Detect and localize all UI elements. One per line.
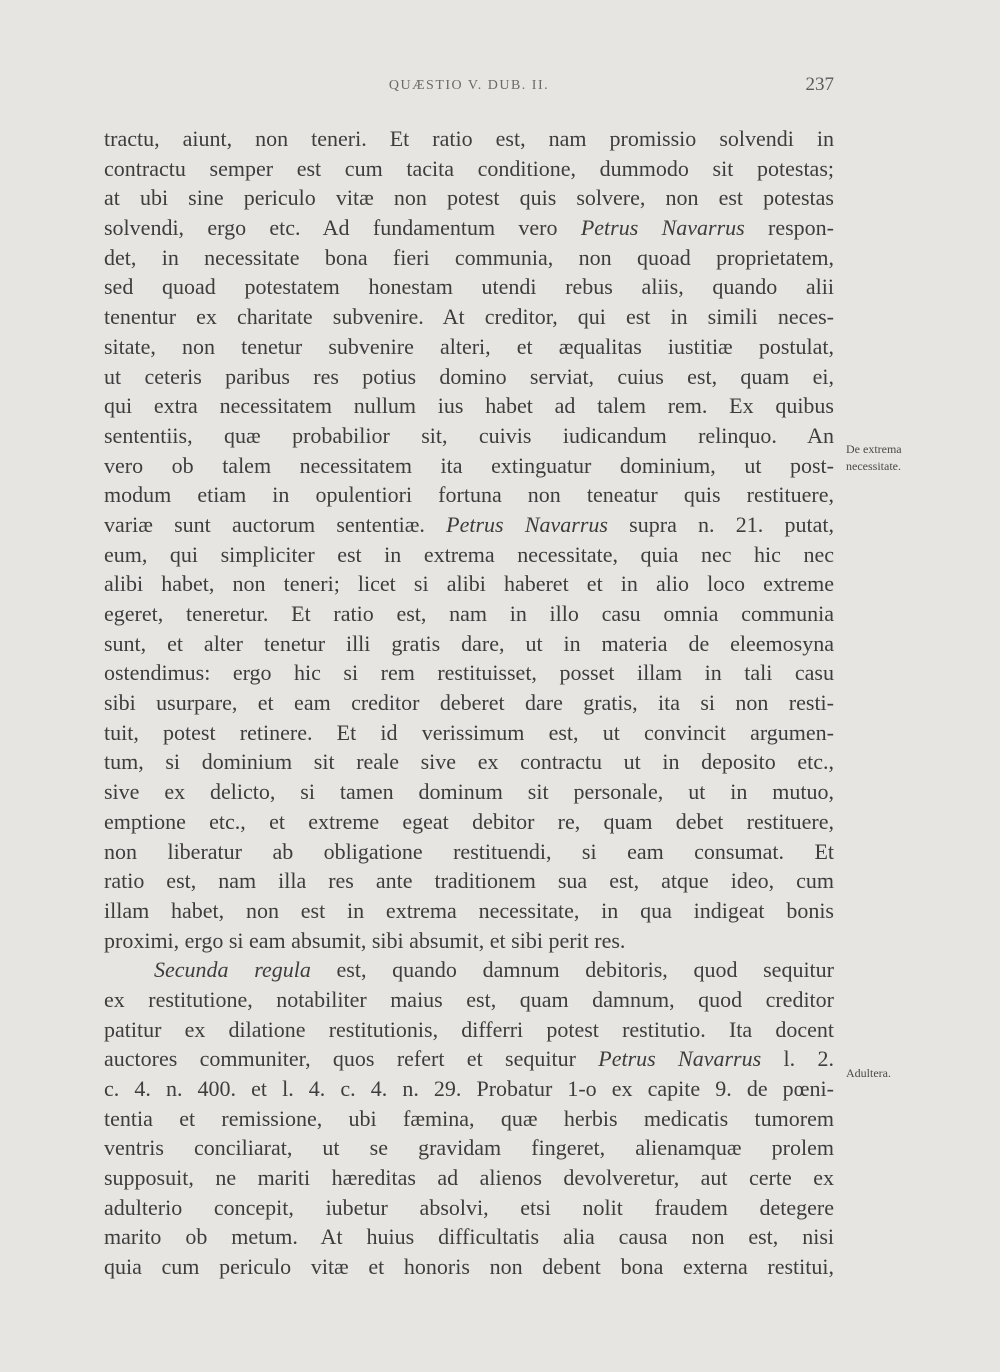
text-line — [104, 837, 834, 867]
text-line — [104, 332, 834, 362]
text-line — [104, 1074, 834, 1104]
text-line — [104, 1163, 834, 1193]
line-text: proximi, ergo si eam absumit, sibi absumit, et sibi perit res. — [104, 927, 626, 953]
margin-note-line: De extrema — [846, 442, 902, 456]
text-line — [104, 183, 834, 213]
line-text: alibi habet, non teneri; licet si alibi haberet et in alio loco extreme — [104, 571, 834, 597]
text-line — [104, 1193, 834, 1223]
text-line — [104, 629, 834, 659]
line-text: vero ob talem necessitatem ita extinguatur dominium, ut post- — [104, 452, 834, 478]
text-line — [104, 1252, 834, 1282]
line-text: ut ceteris paribus res potius domino serviat, cuius est, quam ei, — [104, 363, 834, 389]
text-line — [104, 272, 834, 302]
text-line — [104, 688, 834, 718]
text-line — [104, 154, 834, 184]
line-text: auctores communiter, quos refert et sequitur — [104, 1046, 599, 1072]
line-text: supposuit, ne mariti hæreditas ad alienos devolveretur, aut certe ex — [104, 1165, 834, 1191]
line-text: sive ex delicto, si tamen dominum sit personale, ut in mutuo, — [104, 779, 834, 805]
text-line — [104, 599, 834, 629]
line-text: l. 2. — [761, 1046, 835, 1072]
text-line — [104, 1133, 834, 1163]
body-text — [104, 124, 834, 1282]
text-line — [104, 302, 834, 332]
text-line — [104, 391, 834, 421]
line-text: ventris conciliarat, ut se gravidam fingeret, alienamquæ prolem — [104, 1135, 834, 1161]
line-text: non liberatur ab obligatione restituendi, si eam consumat. Et — [104, 838, 834, 864]
text-line — [104, 658, 834, 688]
text-line — [104, 1015, 834, 1045]
line-text: quia cum periculo vitæ et honoris non debent bona externa restitui, — [104, 1254, 834, 1280]
line-text: supra n. 21. putat, — [607, 511, 835, 537]
line-text: solvendi, ergo etc. Ad fundamentum vero — [104, 215, 581, 241]
margin-note-line: necessitate. — [846, 459, 901, 473]
line-text: contractu semper est cum tacita conditione, dummodo sit potestas; — [104, 155, 834, 181]
italic-name: Petrus Navarrus — [580, 215, 745, 241]
text-line — [104, 1044, 834, 1074]
italic-name: Petrus Navarrus — [598, 1046, 762, 1072]
line-text: det, in necessitate bona fieri communia, non quoad proprietatem, — [104, 244, 834, 270]
text-line — [104, 1222, 834, 1252]
margin-note-adultera — [846, 1065, 956, 1082]
text-line — [104, 747, 834, 777]
line-text: at ubi sine periculo vitæ non potest quis solvere, non est potestas — [104, 185, 834, 211]
text-line — [104, 124, 834, 154]
margin-note-line: Adultera. — [846, 1066, 891, 1080]
margin-note-de-extrema — [846, 441, 956, 475]
text-line — [104, 985, 834, 1015]
text-line — [104, 510, 834, 540]
line-text: eum, qui simpliciter est in extrema necessitate, quia nec hic nec — [104, 541, 834, 567]
text-line — [104, 926, 834, 956]
line-text: sibi usurpare, et eam creditor deberet dare gratis, ita si non resti- — [104, 690, 834, 716]
line-text: sententiis, quæ probabilior sit, cuivis iudicandum relinquo. An — [104, 422, 834, 448]
italic-name: Petrus Navarrus — [446, 511, 608, 537]
line-text: ostendimus: ergo hic si rem restituisset, posset illam in tali casu — [104, 660, 834, 686]
line-text: illam habet, non est in extrema necessitate, in qua indigeat bonis — [104, 897, 834, 923]
text-line — [104, 451, 834, 481]
italic-name: Secunda regula — [154, 957, 311, 983]
line-text: emptione etc., et extreme egeat debitor re, quam debet restituere, — [104, 808, 834, 834]
line-text: marito ob metum. At huius difficultatis alia causa non est, nisi — [104, 1224, 834, 1250]
line-text: patitur ex dilatione restitutionis, differri potest restitutio. Ita docent — [104, 1016, 834, 1042]
text-line — [104, 718, 834, 748]
text-line — [104, 896, 834, 926]
page-number: 237 — [805, 74, 834, 95]
line-text: qui extra necessitatem nullum ius habet ad talem rem. Ex quibus — [104, 393, 834, 419]
line-text: tum, si dominium sit reale sive ex contractu ut in deposito etc., — [104, 749, 834, 775]
line-text: variæ sunt auctorum sententiæ. — [104, 511, 447, 537]
text-line — [104, 1104, 834, 1134]
line-text: sed quoad potestatem honestam utendi rebus aliis, quando alii — [104, 274, 834, 300]
text-line — [104, 362, 834, 392]
text-line — [104, 955, 834, 985]
line-text: respon- — [744, 215, 835, 241]
line-text: egeret, teneretur. Et ratio est, nam in illo casu omnia communia — [104, 601, 834, 626]
text-line — [104, 421, 834, 451]
line-text: modum etiam in opulentiori fortuna non teneatur quis restituere, — [104, 482, 834, 508]
page-header — [104, 74, 834, 104]
line-text: tuit, potest retinere. Et id verissimum est, ut convincit argumen- — [104, 719, 834, 745]
text-line — [104, 569, 834, 599]
text-line — [104, 866, 834, 896]
line-text: tractu, aiunt, non teneri. Et ratio est, nam promissio solvendi in — [104, 126, 834, 151]
line-text: est, quando damnum debitoris, quod sequitur — [310, 957, 835, 983]
line-text: sunt, et alter tenetur illi gratis dare, ut in materia de eleemosyna — [104, 630, 834, 656]
line-text: sitate, non tenetur subvenire alteri, et æqualitas iustitiæ postulat, — [104, 333, 834, 359]
line-text: tenentur ex charitate subvenire. At creditor, qui est in simili neces- — [104, 304, 834, 330]
line-text: tentia et remissione, ubi fæmina, quæ herbis medicatis tumorem — [104, 1105, 834, 1131]
text-line — [104, 540, 834, 570]
text-line — [104, 213, 834, 243]
line-text: ex restitutione, notabiliter maius est, quam damnum, quod creditor — [104, 986, 834, 1012]
text-line — [104, 807, 834, 837]
text-line — [104, 243, 834, 273]
line-text: c. 4. n. 400. et l. 4. c. 4. n. 29. Probatur 1-o ex capite 9. de pœni- — [104, 1076, 834, 1101]
line-text: ratio est, nam illa res ante traditionem sua est, atque ideo, cum — [104, 868, 834, 894]
line-text: adulterio concepit, iubetur absolvi, etsi nolit fraudem detegere — [104, 1194, 834, 1220]
text-line — [104, 777, 834, 807]
text-line — [104, 480, 834, 510]
running-title: QUÆSTIO V. DUB. II. — [388, 78, 550, 93]
